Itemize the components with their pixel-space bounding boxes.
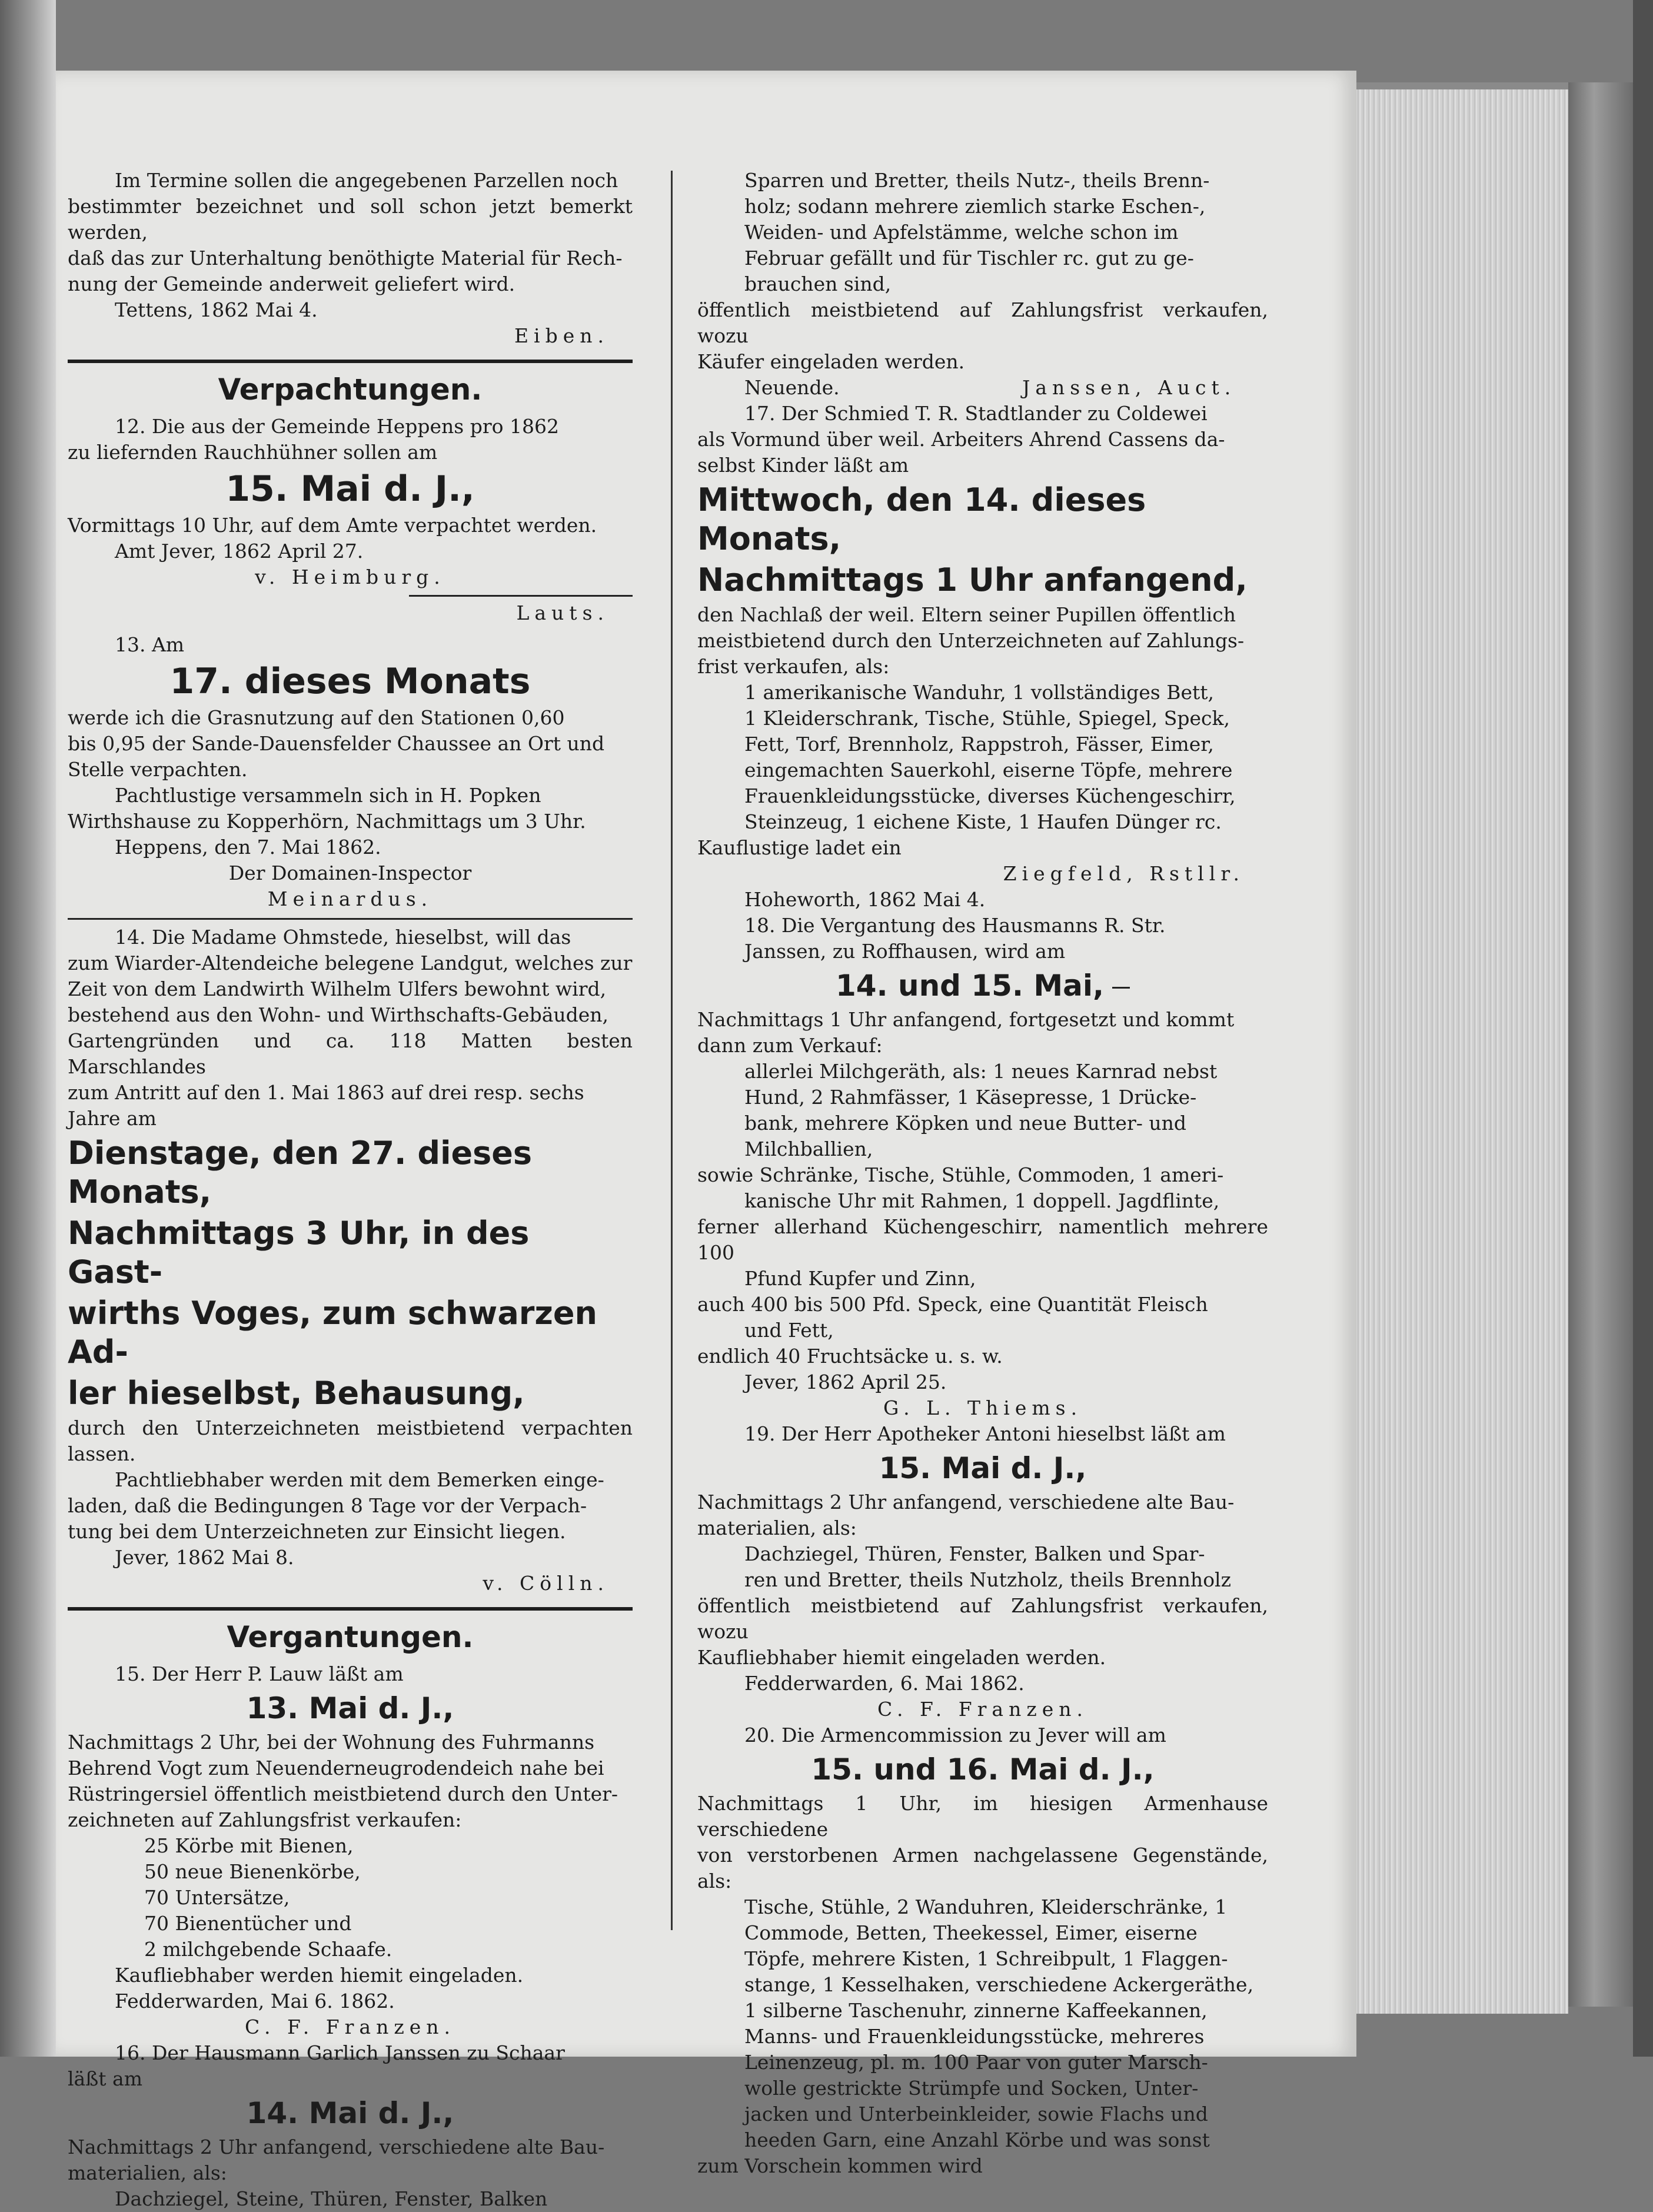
- section-heading-vergantungen: Vergantungen.: [227, 1620, 474, 1654]
- text-line: ferner allerhand Küchengeschirr, namentlich mehrere 100: [697, 1215, 1268, 1264]
- notice-headline: wirths Voges, zum schwarzen Ad-: [68, 1295, 597, 1371]
- notice-headline: Dienstage, den 27. dieses Monats,: [68, 1135, 533, 1210]
- book-shadow: [1633, 0, 1653, 2057]
- book-binding-left: [0, 0, 56, 2057]
- text-line: Jahre am: [68, 1107, 157, 1130]
- list-item: 50 neue Bienenkörbe,: [144, 1860, 361, 1883]
- text-line: Käufer eingeladen werden.: [697, 350, 965, 373]
- text-line: Gartengründen und ca. 118 Matten besten Marschlandes: [68, 1029, 633, 1078]
- text-line: dann zum Verkauf:: [697, 1034, 883, 1057]
- list-item: bank, mehrere Köpken und neue Butter- und: [744, 1112, 1187, 1135]
- text-line: 13. Am: [115, 633, 185, 656]
- text-line: 15. Der Herr P. Lauw läßt am: [115, 1662, 404, 1685]
- list-item: 70 Untersätze,: [144, 1886, 290, 1909]
- list-item: heeden Garn, eine Anzahl Körbe und was sonst: [744, 2128, 1210, 2151]
- section-rule: [68, 360, 633, 363]
- text-line: zu liefernden Rauchhühner sollen am: [68, 441, 438, 464]
- list-item: jacken und Unterbeinkleider, sowie Flachs und: [744, 2103, 1208, 2125]
- text-line: und Fett,: [744, 1319, 834, 1342]
- text-line: materialien, als:: [68, 2161, 227, 2184]
- signature: Eiben.: [514, 324, 609, 347]
- place-date: Tettens, 1862 Mai 4.: [115, 298, 318, 321]
- notice-14: [68, 924, 633, 1596]
- list-item: 70 Bienentücher und: [144, 1912, 352, 1935]
- dash-mark: [1112, 987, 1130, 989]
- text-line: öffentlich meistbietend auf Zahlungsfrist verkaufen, wozu: [697, 298, 1268, 347]
- list-item: 1 Kleiderschrank, Tische, Stühle, Spiegel, Speck,: [744, 707, 1230, 730]
- notice-date: 15. und 16. Mai d. J.,: [811, 1752, 1155, 1787]
- book-cover-edge: [1568, 82, 1633, 2007]
- list-item: Dachziegel, Thüren, Fenster, Balken und Spar-: [744, 1542, 1205, 1565]
- list-item: Fett, Torf, Brennholz, Rappstroh, Fässer, Eimer,: [744, 733, 1214, 756]
- text-line: auch 400 bis 500 Pfd. Speck, eine Quantität Fleisch: [697, 1293, 1208, 1316]
- text-line: Wirthshause zu Kopperhörn, Nachmittags um 3 Uhr.: [68, 810, 586, 833]
- signature-title: Der Domainen-Inspector: [228, 861, 472, 884]
- text-line: Im Termine sollen die angegebenen Parzellen noch: [115, 169, 618, 192]
- list-item: Commode, Betten, Theekessel, Eimer, eiserne: [744, 1921, 1198, 1944]
- notice-18: [697, 913, 1268, 1421]
- text-line: als Vormund über weil. Arbeiters Ahrend Cassens da-: [697, 428, 1225, 451]
- notice-date: 15. Mai d. J.,: [879, 1451, 1087, 1485]
- list-item: Dachziegel, Steine, Thüren, Fenster, Balken: [115, 2187, 548, 2210]
- place-date: Jever, 1862 Mai 8.: [115, 1546, 294, 1569]
- text-line: daß das zur Unterhaltung benöthigte Material für Rech-: [68, 247, 623, 270]
- notice-date-text: 14. und 15. Mai,: [836, 969, 1104, 1003]
- text-line: Pfund Kupfer und Zinn,: [744, 1267, 976, 1290]
- text-line: Nachmittags 2 Uhr anfangend, verschiedene alte Bau-: [68, 2136, 605, 2158]
- list-item: ren und Bretter, theils Nutzholz, theils Brennholz: [744, 1568, 1231, 1591]
- notice-19: [697, 1421, 1268, 1722]
- place-date: Amt Jever, 1862 April 27.: [115, 540, 364, 563]
- list-item: Hund, 2 Rahmfässer, 1 Käsepresse, 1 Drücke-: [744, 1086, 1197, 1109]
- text-line: zum Antritt auf den 1. Mai 1863 auf drei resp. sechs: [68, 1081, 584, 1104]
- text-line: bestimmter bezeichnet und soll schon jetzt bemerkt werden,: [68, 195, 633, 244]
- notice-headline: Mittwoch, den 14. dieses Monats,: [697, 481, 1146, 557]
- notice-12: [68, 414, 633, 626]
- list-item: Manns- und Frauenkleidungsstücke, mehreres: [744, 2025, 1205, 2048]
- list-item: Steinzeug, 1 eichene Kiste, 1 Haufen Dünger rc.: [744, 810, 1222, 833]
- text-line: Janssen, zu Roffhausen, wird am: [744, 940, 1066, 963]
- signature: Janssen, Auct.: [1022, 376, 1236, 399]
- text-line: 19. Der Herr Apotheker Antoni hieselbst läßt am: [744, 1422, 1226, 1445]
- text-line: Rüstringersiel öffentlich meistbietend durch den Unter-: [68, 1782, 618, 1805]
- list-item: brauchen sind,: [744, 272, 892, 295]
- left-column: [68, 168, 633, 2212]
- list-item: 25 Körbe mit Bienen,: [144, 1834, 354, 1857]
- text-line: zum Vorschein kommen wird: [697, 2154, 983, 2177]
- text-line: Kaufliebhaber werden hiemit eingeladen.: [115, 1964, 524, 1987]
- text-line: Vormittags 10 Uhr, auf dem Amte verpachtet werden.: [68, 514, 597, 537]
- text-line: 14. Die Madame Ohmstede, hieselbst, will das: [115, 926, 571, 949]
- text-line: sowie Schränke, Tische, Stühle, Commoden, 1 ameri-: [697, 1163, 1224, 1186]
- text-line: meistbietend durch den Unterzeichneten auf Zahlungs-: [697, 629, 1245, 652]
- signature: C. F. Franzen.: [244, 2015, 456, 2038]
- text-line: laden, daß die Bedingungen 8 Tage vor der Verpach-: [68, 1494, 587, 1517]
- text-line: endlich 40 Fruchtsäcke u. s. w.: [697, 1345, 1003, 1368]
- notice-date: 15. Mai d. J.,: [225, 468, 475, 510]
- column-divider: [671, 171, 673, 1930]
- notice-headline: ler hieselbst, Behausung,: [68, 1375, 525, 1412]
- signature: Lauts.: [516, 601, 609, 624]
- notice-continued: [697, 168, 1268, 401]
- notice-date: [697, 967, 1268, 1004]
- list-item: wolle gestrickte Strümpfe und Socken, Unter-: [744, 2077, 1199, 2100]
- text-line: materialien, als:: [697, 1516, 857, 1539]
- text-line: nung der Gemeinde anderweit geliefert wird.: [68, 272, 515, 295]
- intro-notice: [68, 168, 633, 349]
- notice-headline: Nachmittags 1 Uhr anfangend,: [697, 561, 1248, 598]
- signature: Ziegfeld, Rstllr.: [1003, 862, 1245, 885]
- list-item: Töpfe, mehrere Kisten, 1 Schreibpult, 1 Flaggen-: [744, 1947, 1228, 1970]
- text-line: läßt am: [68, 2067, 142, 2090]
- text-line: Kaufliebhaber hiemit eingeladen werden.: [697, 1646, 1106, 1669]
- text-line: Behrend Vogt zum Neuenderneugrodendeich nahe bei: [68, 1757, 604, 1779]
- notice-date: 17. dieses Monats: [169, 661, 531, 702]
- place-date: Hoheworth, 1862 Mai 4.: [744, 888, 986, 911]
- page-stack-edge: [1356, 82, 1568, 2022]
- text-line: zeichneten auf Zahlungsfrist verkaufen:: [68, 1808, 462, 1831]
- signature-rule: [409, 595, 633, 597]
- list-item: allerlei Milchgeräth, als: 1 neues Karnrad nebst: [744, 1060, 1218, 1083]
- signature: G. L. Thiems.: [883, 1396, 1083, 1419]
- list-item: 2 milchgebende Schaafe.: [144, 1938, 393, 1961]
- notice-date: 14. Mai d. J.,: [246, 2096, 454, 2130]
- text-line: kanische Uhr mit Rahmen, 1 doppell. Jagdflinte,: [744, 1189, 1220, 1212]
- text-line: 20. Die Armencommission zu Jever will am: [744, 1724, 1166, 1747]
- text-line: zum Wiarder-Altendeiche belegene Landgut, welches zur: [68, 952, 633, 974]
- notice-headline: Nachmittags 3 Uhr, in des Gast-: [68, 1215, 530, 1290]
- signature: Meinardus.: [267, 887, 433, 910]
- text-line: tung bei dem Unterzeichneten zur Einsicht liegen.: [68, 1520, 566, 1543]
- list-item: Sparren und Bretter, theils Nutz-, theils Brenn-: [744, 169, 1210, 192]
- text-line: 12. Die aus der Gemeinde Heppens pro 1862: [115, 415, 559, 438]
- notice-16: [68, 2040, 633, 2212]
- list-item: 1 amerikanische Wanduhr, 1 vollständiges Bett,: [744, 681, 1214, 704]
- text-line: Zeit von dem Landwirth Wilhelm Ulfers bewohnt wird,: [68, 977, 607, 1000]
- place-date: Jever, 1862 April 25.: [744, 1371, 947, 1393]
- signature: C. F. Franzen.: [877, 1698, 1089, 1721]
- text-line: 18. Die Vergantung des Hausmanns R. Str.: [744, 914, 1166, 937]
- text-line: den Nachlaß der weil. Eltern seiner Pupillen öffentlich: [697, 603, 1236, 626]
- section-rule: [68, 1607, 633, 1611]
- text-line: Stelle verpachten.: [68, 758, 248, 781]
- list-item: Milchballien,: [744, 1137, 873, 1160]
- list-item: Februar gefällt und für Tischler rc. gut zu ge-: [744, 247, 1194, 270]
- text-line: öffentlich meistbietend auf Zahlungsfrist verkaufen, wozu: [697, 1594, 1268, 1643]
- text-line: Kauflustige ladet ein: [697, 836, 902, 859]
- text-line: Nachmittags 1 Uhr, im hiesigen Armenhause verschiedene: [697, 1792, 1268, 1841]
- notice-date: 13. Mai d. J.,: [246, 1691, 454, 1725]
- notice-20: [697, 1722, 1268, 2179]
- right-column: [697, 168, 1268, 2179]
- section-heading-verpachtungen: Verpachtungen.: [218, 372, 483, 407]
- text-line: von verstorbenen Armen nachgelassene Gegenstände, als:: [697, 1844, 1268, 1892]
- notice-15: [68, 1661, 633, 2040]
- list-item: eingemachten Sauerkohl, eiserne Töpfe, mehrere: [744, 759, 1233, 781]
- text-line: Nachmittags 1 Uhr anfangend, fortgesetzt und kommt: [697, 1008, 1235, 1031]
- place-date: Fedderwarden, 6. Mai 1862.: [744, 1672, 1025, 1695]
- notice-rule: [68, 918, 633, 920]
- text-line: 17. Der Schmied T. R. Stadtlander zu Coldewei: [744, 402, 1208, 425]
- text-line: Pachtlustige versammeln sich in H. Popken: [115, 784, 541, 807]
- notice-13: [68, 632, 633, 912]
- list-item: Leinenzeug, pl. m. 100 Paar von guter Marsch-: [744, 2051, 1208, 2074]
- list-item: Tische, Stühle, 2 Wanduhren, Kleiderschränke, 1: [744, 1895, 1228, 1918]
- text-line: bis 0,95 der Sande-Dauensfelder Chaussee an Ort und: [68, 732, 605, 755]
- text-line: werde ich die Grasnutzung auf den Stationen 0,60: [68, 706, 565, 729]
- place-date: Heppens, den 7. Mai 1862.: [115, 836, 381, 859]
- place-date: [697, 375, 1268, 401]
- text-line: 16. Der Hausmann Garlich Janssen zu Schaar: [115, 2041, 565, 2064]
- list-item: stange, 1 Kesselhaken, verschiedene Ackergeräthe,: [744, 1973, 1254, 1996]
- text-line: frist verkaufen, als:: [697, 655, 890, 678]
- list-item: holz; sodann mehrere ziemlich starke Eschen-,: [744, 195, 1206, 218]
- text-line: bestehend aus den Wohn- und Wirthschafts-Gebäuden,: [68, 1003, 609, 1026]
- signature: v. Heimburg.: [255, 566, 445, 588]
- text-line: durch den Unterzeichneten meistbietend verpachten lassen.: [68, 1416, 633, 1465]
- text-line: Pachtliebhaber werden mit dem Bemerken einge-: [115, 1468, 604, 1491]
- text-line: Nachmittags 2 Uhr, bei der Wohnung des Fuhrmanns: [68, 1731, 595, 1754]
- place-date: Fedderwarden, Mai 6. 1862.: [115, 1990, 395, 2013]
- list-item: Frauenkleidungsstücke, diverses Küchengeschirr,: [744, 784, 1236, 807]
- notice-17: [697, 401, 1268, 913]
- place: Neuende.: [744, 376, 840, 399]
- signature: v. Cölln.: [483, 1572, 609, 1595]
- text-line: selbst Kinder läßt am: [697, 454, 909, 477]
- text-line: Nachmittags 2 Uhr anfangend, verschiedene alte Bau-: [697, 1491, 1235, 1514]
- list-item: Weiden- und Apfelstämme, welche schon im: [744, 221, 1179, 244]
- list-item: 1 silberne Taschenuhr, zinnerne Kaffeekannen,: [744, 1999, 1208, 2022]
